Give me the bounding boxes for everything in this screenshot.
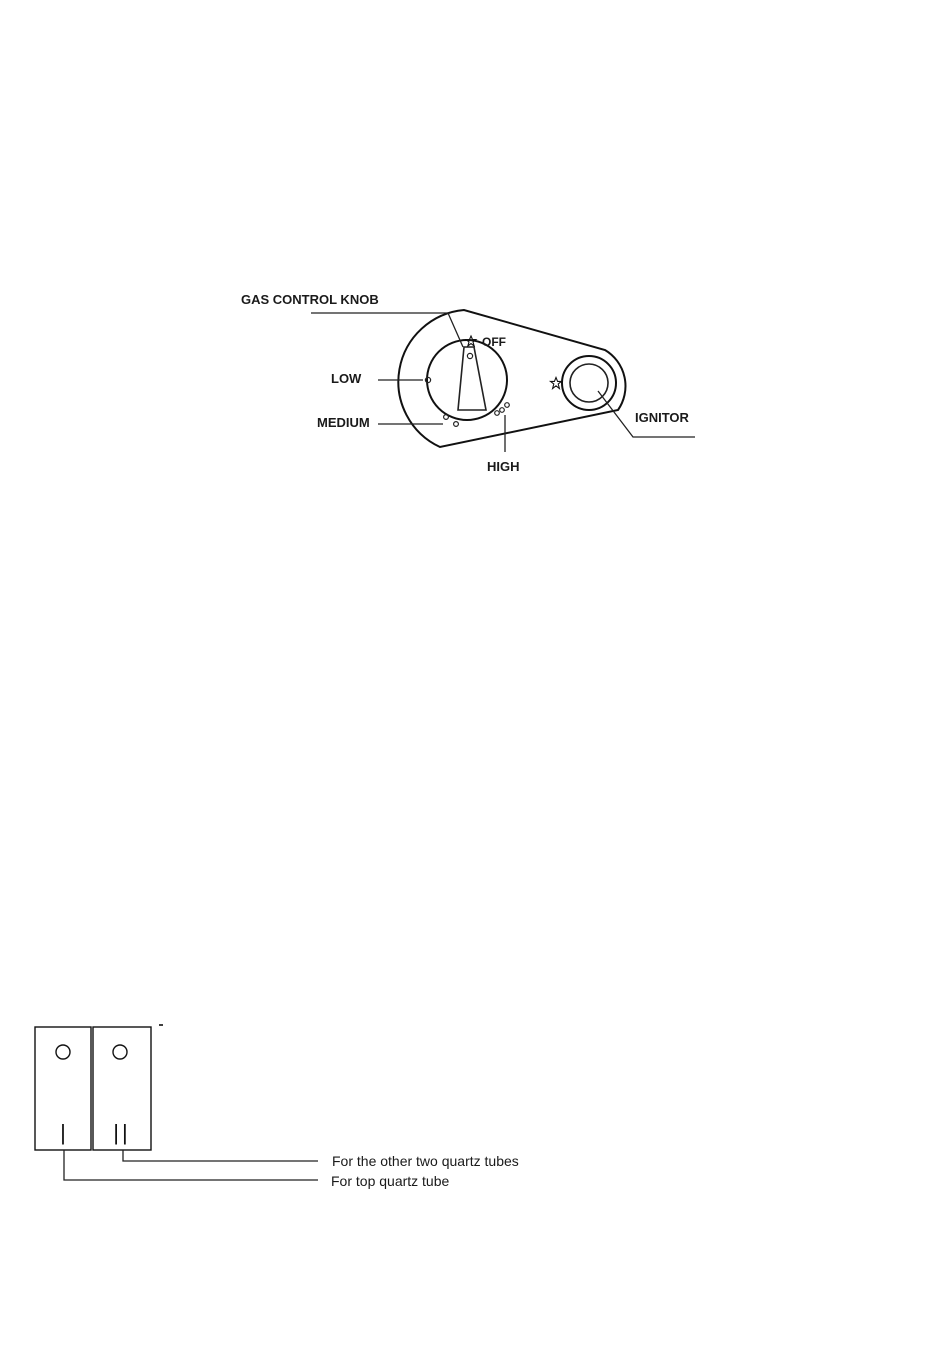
spark-star-icon [551,378,562,389]
high-label: HIGH [487,459,520,474]
switch-1-circle-icon [56,1045,70,1059]
off-label: OFF [482,335,506,349]
medium-position-dot-2 [454,422,459,427]
high-position-dot-1 [495,411,500,416]
switch-panel [35,1025,519,1189]
switch-2-leader-line [123,1150,318,1161]
medium-position-dot-1 [444,415,449,420]
gas-control-knob-label: GAS CONTROL KNOB [241,292,379,307]
gas-knob-leader-line [311,313,463,347]
control-faceplate [398,310,625,447]
high-position-dot-2 [500,408,505,413]
medium-label: MEDIUM [317,415,370,430]
ignitor-label: IGNITOR [635,410,689,425]
switch-1-label: For top quartz tube [331,1173,450,1189]
ignitor-button[interactable] [562,356,616,410]
high-position-dot-3 [505,403,510,408]
switch-2-circle-icon [113,1045,127,1059]
rocker-switch-1[interactable] [35,1027,91,1150]
switch-1-mark: | [60,1120,66,1145]
position-markers [425,353,509,426]
rocker-switch-2[interactable] [93,1027,151,1150]
switch-2-label: For the other two quartz tubes [332,1153,519,1169]
switch-2-mark: || [113,1120,131,1145]
off-position-dot [467,353,472,358]
low-label: LOW [331,371,362,386]
gas-control-knob[interactable] [427,340,507,420]
gas-control-panel [241,292,695,474]
switch-1-leader-line [64,1150,318,1180]
knob-ring [427,340,507,420]
